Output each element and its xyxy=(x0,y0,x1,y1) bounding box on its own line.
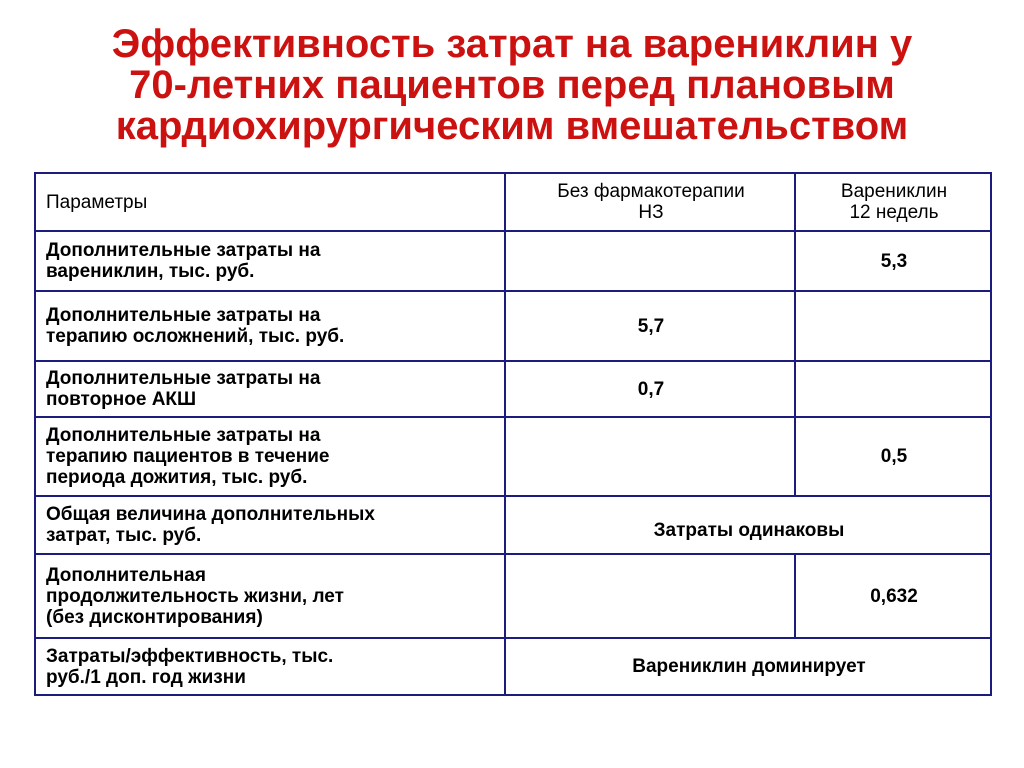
cost-effectiveness-table xyxy=(34,172,992,696)
slide-title xyxy=(20,24,1004,147)
row-param: Дополнительные затраты на варениклин, тыс. руб. xyxy=(35,231,505,291)
row-no-therapy-value xyxy=(505,417,795,496)
row-no-therapy-value xyxy=(505,231,795,291)
table-header-row xyxy=(35,173,991,231)
row-varenicline-value xyxy=(795,291,991,361)
row-no-therapy-value: 5,7 xyxy=(505,291,795,361)
row-varenicline-value: 5,3 xyxy=(795,231,991,291)
table-row xyxy=(35,417,991,496)
row-varenicline-value xyxy=(795,361,991,417)
table-row xyxy=(35,291,991,361)
row-param: Затраты/эффективность, тыс. руб./1 доп. год жизни xyxy=(35,638,505,695)
row-param: Дополнительные затраты на повторное АКШ xyxy=(35,361,505,417)
table-row xyxy=(35,231,991,291)
header-varenicline: Варениклин 12 недель xyxy=(795,173,991,231)
table-row xyxy=(35,496,991,554)
row-no-therapy-value xyxy=(505,554,795,638)
header-params: Параметры xyxy=(35,173,505,231)
row-no-therapy-value: 0,7 xyxy=(505,361,795,417)
row-param: Общая величина дополнительных затрат, тыс. руб. xyxy=(35,496,505,554)
row-param: Дополнительная продолжительность жизни, лет (без дисконтирования) xyxy=(35,554,505,638)
row-varenicline-value: 0,632 xyxy=(795,554,991,638)
header-no-therapy: Без фармакотерапии НЗ xyxy=(505,173,795,231)
table-row xyxy=(35,554,991,638)
row-param: Дополнительные затраты на терапию пациентов в течение периода дожития, тыс. руб. xyxy=(35,417,505,496)
table-row xyxy=(35,638,991,695)
row-merged-value: Варениклин доминирует xyxy=(505,638,991,695)
row-merged-value: Затраты одинаковы xyxy=(505,496,991,554)
title-line-1: Эффективность затрат на варениклин у xyxy=(111,22,913,66)
row-varenicline-value: 0,5 xyxy=(795,417,991,496)
row-param: Дополнительные затраты на терапию осложнений, тыс. руб. xyxy=(35,291,505,361)
table-row xyxy=(35,361,991,417)
title-line-3: кардиохирургическим вмешательством xyxy=(115,104,909,148)
title-line-2: 70-летних пациентов перед плановым xyxy=(129,63,895,107)
